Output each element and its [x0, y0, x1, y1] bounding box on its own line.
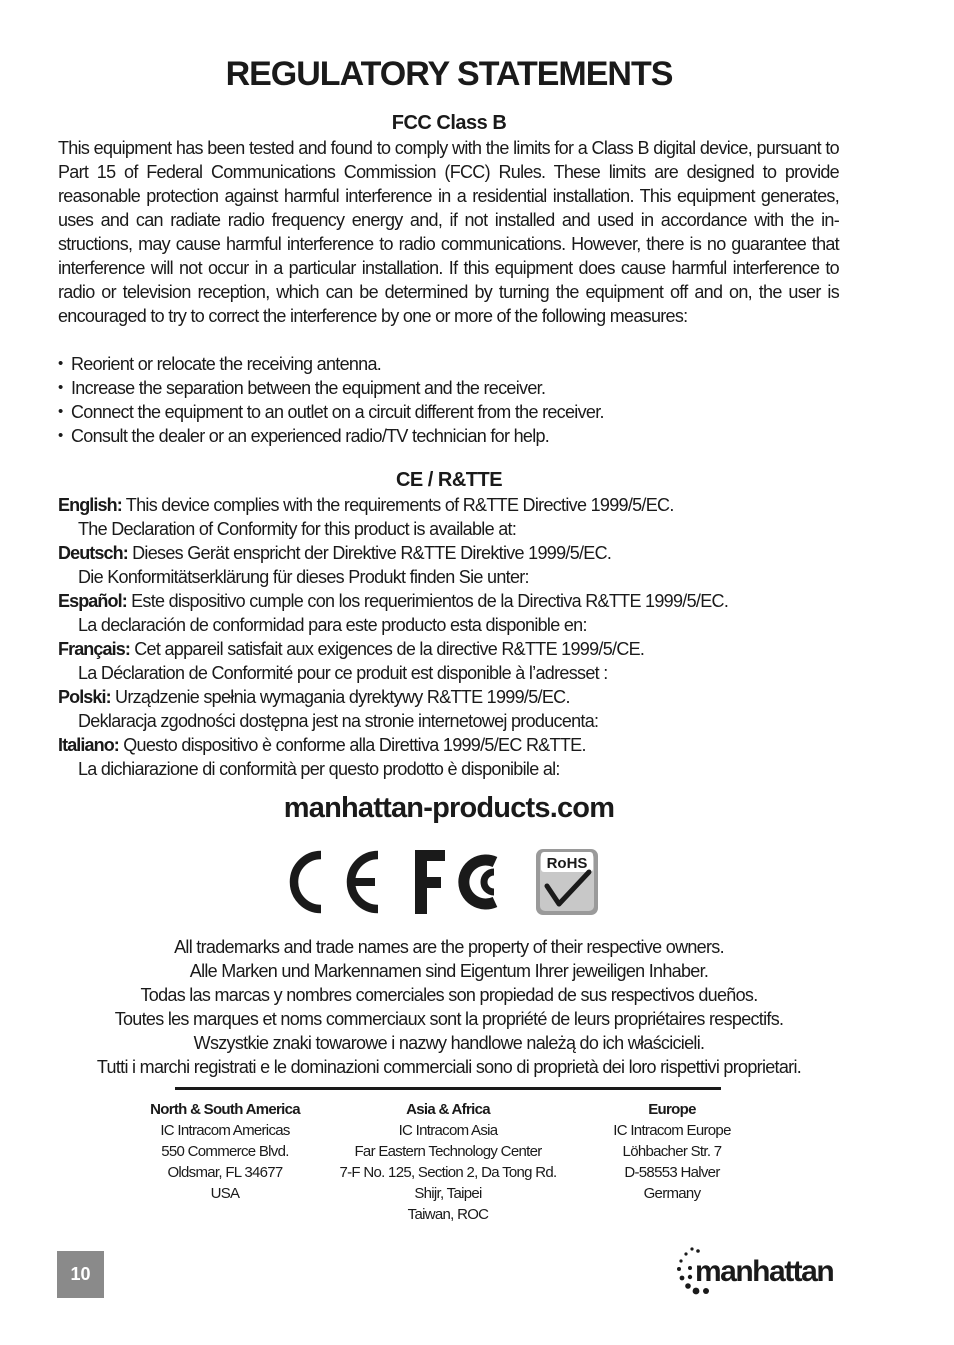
- office-line: IC Intracom Europe: [613, 1122, 731, 1139]
- list-item: • Reorient or relocate the receiving antenna.: [58, 352, 839, 376]
- page-title: REGULATORY STATEMENTS: [225, 55, 673, 93]
- ce-entry-sub: La Déclaration de Conformité pour ce produit est disponible à l’adresset :: [78, 663, 608, 683]
- manhattan-logo-icon: [676, 1246, 846, 1298]
- office-region: Europe: [648, 1101, 696, 1118]
- list-item: • Consult the dealer or an experienced radio/TV technician for help.: [58, 424, 839, 448]
- fcc-mark-icon: [413, 848, 509, 916]
- office-line: USA: [210, 1185, 240, 1202]
- ce-entry-sub: La declaración de conformidad para este producto esta disponible en:: [78, 615, 587, 635]
- fcc-measures-list: [58, 352, 839, 448]
- ce-lang-label: Polski:: [58, 687, 111, 707]
- ce-entry-english: [58, 493, 858, 517]
- list-item: • Increase the separation between the equipment and the receiver.: [58, 376, 839, 400]
- ce-mark-icon: [285, 848, 385, 916]
- office-line: 550 Commerce Blvd.: [161, 1143, 289, 1160]
- ce-entry-francais: [58, 637, 858, 661]
- ce-lang-label: English:: [58, 495, 122, 515]
- rohs-mark-icon: [535, 848, 599, 916]
- ce-lang-label: Español:: [58, 591, 127, 611]
- office-line: Shijr, Taipei: [414, 1185, 482, 1202]
- office-region: Asia & Africa: [406, 1101, 490, 1118]
- office-line: Taiwan, ROC: [407, 1206, 489, 1223]
- ce-heading: CE / R&TTE: [395, 469, 503, 491]
- trademark-line: Wszystkie znaki towarowe i nazwy handlowe należą do ich właścicieli.: [193, 1033, 705, 1053]
- ce-entry-sub: Die Konformitätserklärung für dieses Produkt finden Sie unter:: [78, 567, 529, 587]
- office-line: Far Eastern Technology Center: [354, 1143, 542, 1160]
- ce-entry-italiano: [58, 733, 858, 757]
- ce-entry-sub: The Declaration of Conformity for this product is available at:: [78, 519, 517, 539]
- ce-lang-label: Deutsch:: [58, 543, 128, 563]
- ce-entry-espanol: [58, 589, 858, 613]
- fcc-paragraph-text: This equipment has been tested and found to comply with the limits for a Class B digital device, pursuant to Part 15 of Federal Communications Commission (FCC) Rules. These limits are designed to provide reasonable protection against harmful interference in a residential installation. This equipment generates, uses and can radiate radio frequency energy and, if not installed and used in accordance with the in-structions, may cause harmful interference to radio communications. However, there is no guarantee that interference will not occur in a particular installation. If this equipment does cause harmful interference to radio or television reception, which can be determined by turning the equipment off and on, the user is encouraged to try to correct the interference by one or more of the following measures:: [58, 138, 839, 326]
- divider: [175, 1087, 721, 1090]
- ce-entry-text: Urządzenie spełnia wymagania dyrektywy R&TTE 1999/5/EC.: [115, 687, 570, 707]
- ce-declarations: [58, 493, 858, 781]
- office-line: 7-F No. 125, Section 2, Da Tong Rd.: [339, 1164, 557, 1181]
- fcc-paragraph: [58, 136, 839, 328]
- office-line: Löhbacher Str. 7: [622, 1143, 722, 1160]
- ce-entry-sub: La dichiarazione di conformità per questo prodotto è disponibile al:: [78, 759, 560, 779]
- office-region: North & South America: [150, 1101, 300, 1118]
- office-line: IC Intracom Americas: [160, 1122, 290, 1139]
- ce-lang-label: Français:: [58, 639, 130, 659]
- website-url[interactable]: manhattan-products.com: [283, 792, 615, 824]
- list-item: • Connect the equipment to an outlet on a circuit different from the receiver.: [58, 400, 839, 424]
- page-number: 10: [57, 1251, 104, 1298]
- office-line: Oldsmar, FL 34677: [167, 1164, 283, 1181]
- trademark-line: All trademarks and trade names are the property of their respective owners.: [174, 937, 724, 957]
- office-line: Germany: [643, 1185, 701, 1202]
- office-line: D-58553 Halver: [624, 1164, 720, 1181]
- ce-entry-sub: Deklaracja zgodności dostępna jest na stronie internetowej producenta:: [78, 711, 599, 731]
- trademark-line: Toutes les marques et noms commerciaux sont la propriété de leurs propriétaires respectifs.: [114, 1009, 784, 1029]
- trademark-line: Todas las marcas y nombres comerciales son propiedad de sus respectivos dueños.: [140, 985, 758, 1005]
- rohs-label: RoHS: [546, 855, 588, 872]
- office-line: IC Intracom Asia: [398, 1122, 498, 1139]
- trademark-line: Alle Marken und Markennamen sind Eigentum Ihrer jeweiligen Inhaber.: [189, 961, 709, 981]
- trademark-notice: [0, 935, 898, 1079]
- ce-lang-label: Italiano:: [58, 735, 119, 755]
- office-asia-africa: [328, 1099, 568, 1225]
- ce-entry-text: Questo dispositivo è conforme alla Direttiva 1999/5/EC R&TTE.: [123, 735, 586, 755]
- trademark-line: Tutti i marchi registrati e le dominazioni commerciali sono di proprietà dei loro rispettivi proprietari.: [96, 1057, 802, 1077]
- brand-wordmark: manhattan: [695, 1255, 834, 1288]
- fcc-heading: FCC Class B: [391, 112, 507, 134]
- ce-entry-deutsch: [58, 541, 858, 565]
- office-americas: [125, 1099, 325, 1204]
- ce-entry-text: Cet appareil satisfait aux exigences de la directive R&TTE 1999/5/CE.: [134, 639, 645, 659]
- ce-entry-text: Este dispositivo cumple con los requerimientos de la Directiva R&TTE 1999/5/EC.: [131, 591, 729, 611]
- ce-entry-polski: [58, 685, 858, 709]
- ce-entry-text: This device complies with the requirements of R&TTE Directive 1999/5/EC.: [125, 495, 674, 515]
- ce-entry-text: Dieses Gerät enspricht der Direktive R&TTE Direktive 1999/5/EC.: [132, 543, 612, 563]
- office-europe: [582, 1099, 762, 1204]
